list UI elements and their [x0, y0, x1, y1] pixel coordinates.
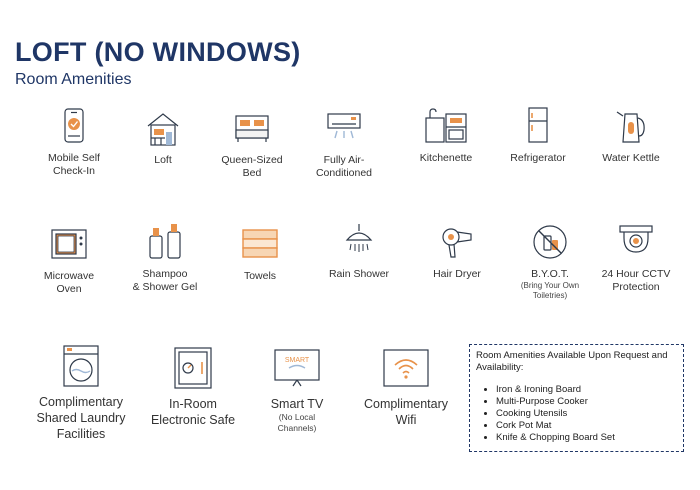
loft-house-icon [143, 108, 183, 148]
shampoo-bottles-icon [145, 222, 185, 262]
smart-tv-icon [273, 348, 321, 390]
towels-icon [240, 224, 280, 264]
amenity-label: Water Kettle [602, 152, 660, 164]
kitchenette-icon [422, 106, 470, 146]
microwave-icon [49, 224, 89, 264]
phone-check-icon [54, 106, 94, 146]
tv-screen-text: SMART [284, 357, 310, 364]
list-item: • Knife & Chopping Board Set [496, 432, 677, 444]
washing-machine-icon [60, 344, 102, 388]
amenity-label: Complimentary Shared Laundry Facilities [36, 395, 126, 441]
amenity-label: Mobile Self Check-In [48, 152, 100, 177]
amenity-label: Queen-Sized Bed [221, 154, 283, 179]
refrigerator-icon [518, 106, 558, 146]
amenity-rain-shower [322, 222, 396, 281]
list-item: • Cork Pot Mat [496, 420, 677, 432]
amenity-loft [128, 108, 198, 167]
no-toiletries-icon [530, 222, 570, 262]
page-title: LOFT (NO WINDOWS) [15, 37, 301, 67]
on-request-notice [469, 344, 684, 452]
amenity-label: Fully Air- Conditioned [315, 154, 373, 179]
amenity-cctv [598, 222, 674, 294]
safe-icon [172, 346, 214, 390]
notice-heading: Room Amenities Available Upon Request and Availability: [476, 350, 668, 373]
amenity-refrigerator [502, 106, 574, 165]
list-item: • Iron & Ironing Board [496, 384, 677, 396]
amenity-label: Smart TV [270, 397, 324, 411]
list-item: • Multi-Purpose Cooker [496, 396, 677, 408]
wifi-icon [382, 348, 430, 390]
amenity-label: In-Room Electronic Safe [150, 397, 236, 427]
amenity-label: Loft [154, 154, 172, 166]
kettle-icon [611, 106, 651, 146]
amenity-air-conditioning [308, 108, 380, 180]
amenity-label: 24 Hour CCTV Protection [601, 268, 671, 293]
amenity-sublabel: (No Local Channels) [277, 412, 317, 433]
amenity-microwave [34, 224, 104, 296]
bed-icon [232, 108, 272, 148]
amenity-hair-dryer [422, 222, 492, 281]
amenity-label: Refrigerator [510, 152, 566, 164]
rain-shower-icon [339, 222, 379, 262]
amenity-label: Hair Dryer [433, 268, 481, 280]
amenity-laundry [26, 344, 136, 442]
amenity-towels [228, 224, 292, 283]
amenity-shampoo [122, 222, 208, 294]
amenity-kitchenette [408, 106, 484, 165]
amenity-smart-tv [257, 348, 337, 434]
page-subtitle: Room Amenities [15, 71, 132, 88]
amenity-sublabel: (Bring Your Own Toiletries) [520, 281, 580, 300]
amenity-label: B.Y.O.T. [531, 268, 569, 280]
notice-list [476, 384, 677, 444]
amenity-label: Kitchenette [419, 152, 473, 164]
amenity-wifi [353, 348, 459, 428]
amenity-label: Towels [243, 270, 277, 282]
amenity-byot [508, 222, 592, 301]
amenity-label: Shampoo & Shower Gel [132, 268, 198, 293]
cctv-camera-icon [616, 222, 656, 262]
amenity-mobile-check-in [38, 106, 110, 178]
amenity-bed [216, 108, 288, 180]
amenity-safe [145, 346, 241, 428]
amenity-water-kettle [594, 106, 668, 165]
amenity-label: Rain Shower [328, 268, 390, 280]
amenity-label: Microwave Oven [43, 270, 95, 295]
amenity-label: Complimentary Wifi [363, 397, 449, 427]
list-item: • Cooking Utensils [496, 408, 677, 420]
hair-dryer-icon [437, 222, 477, 262]
air-conditioner-icon [324, 108, 364, 148]
